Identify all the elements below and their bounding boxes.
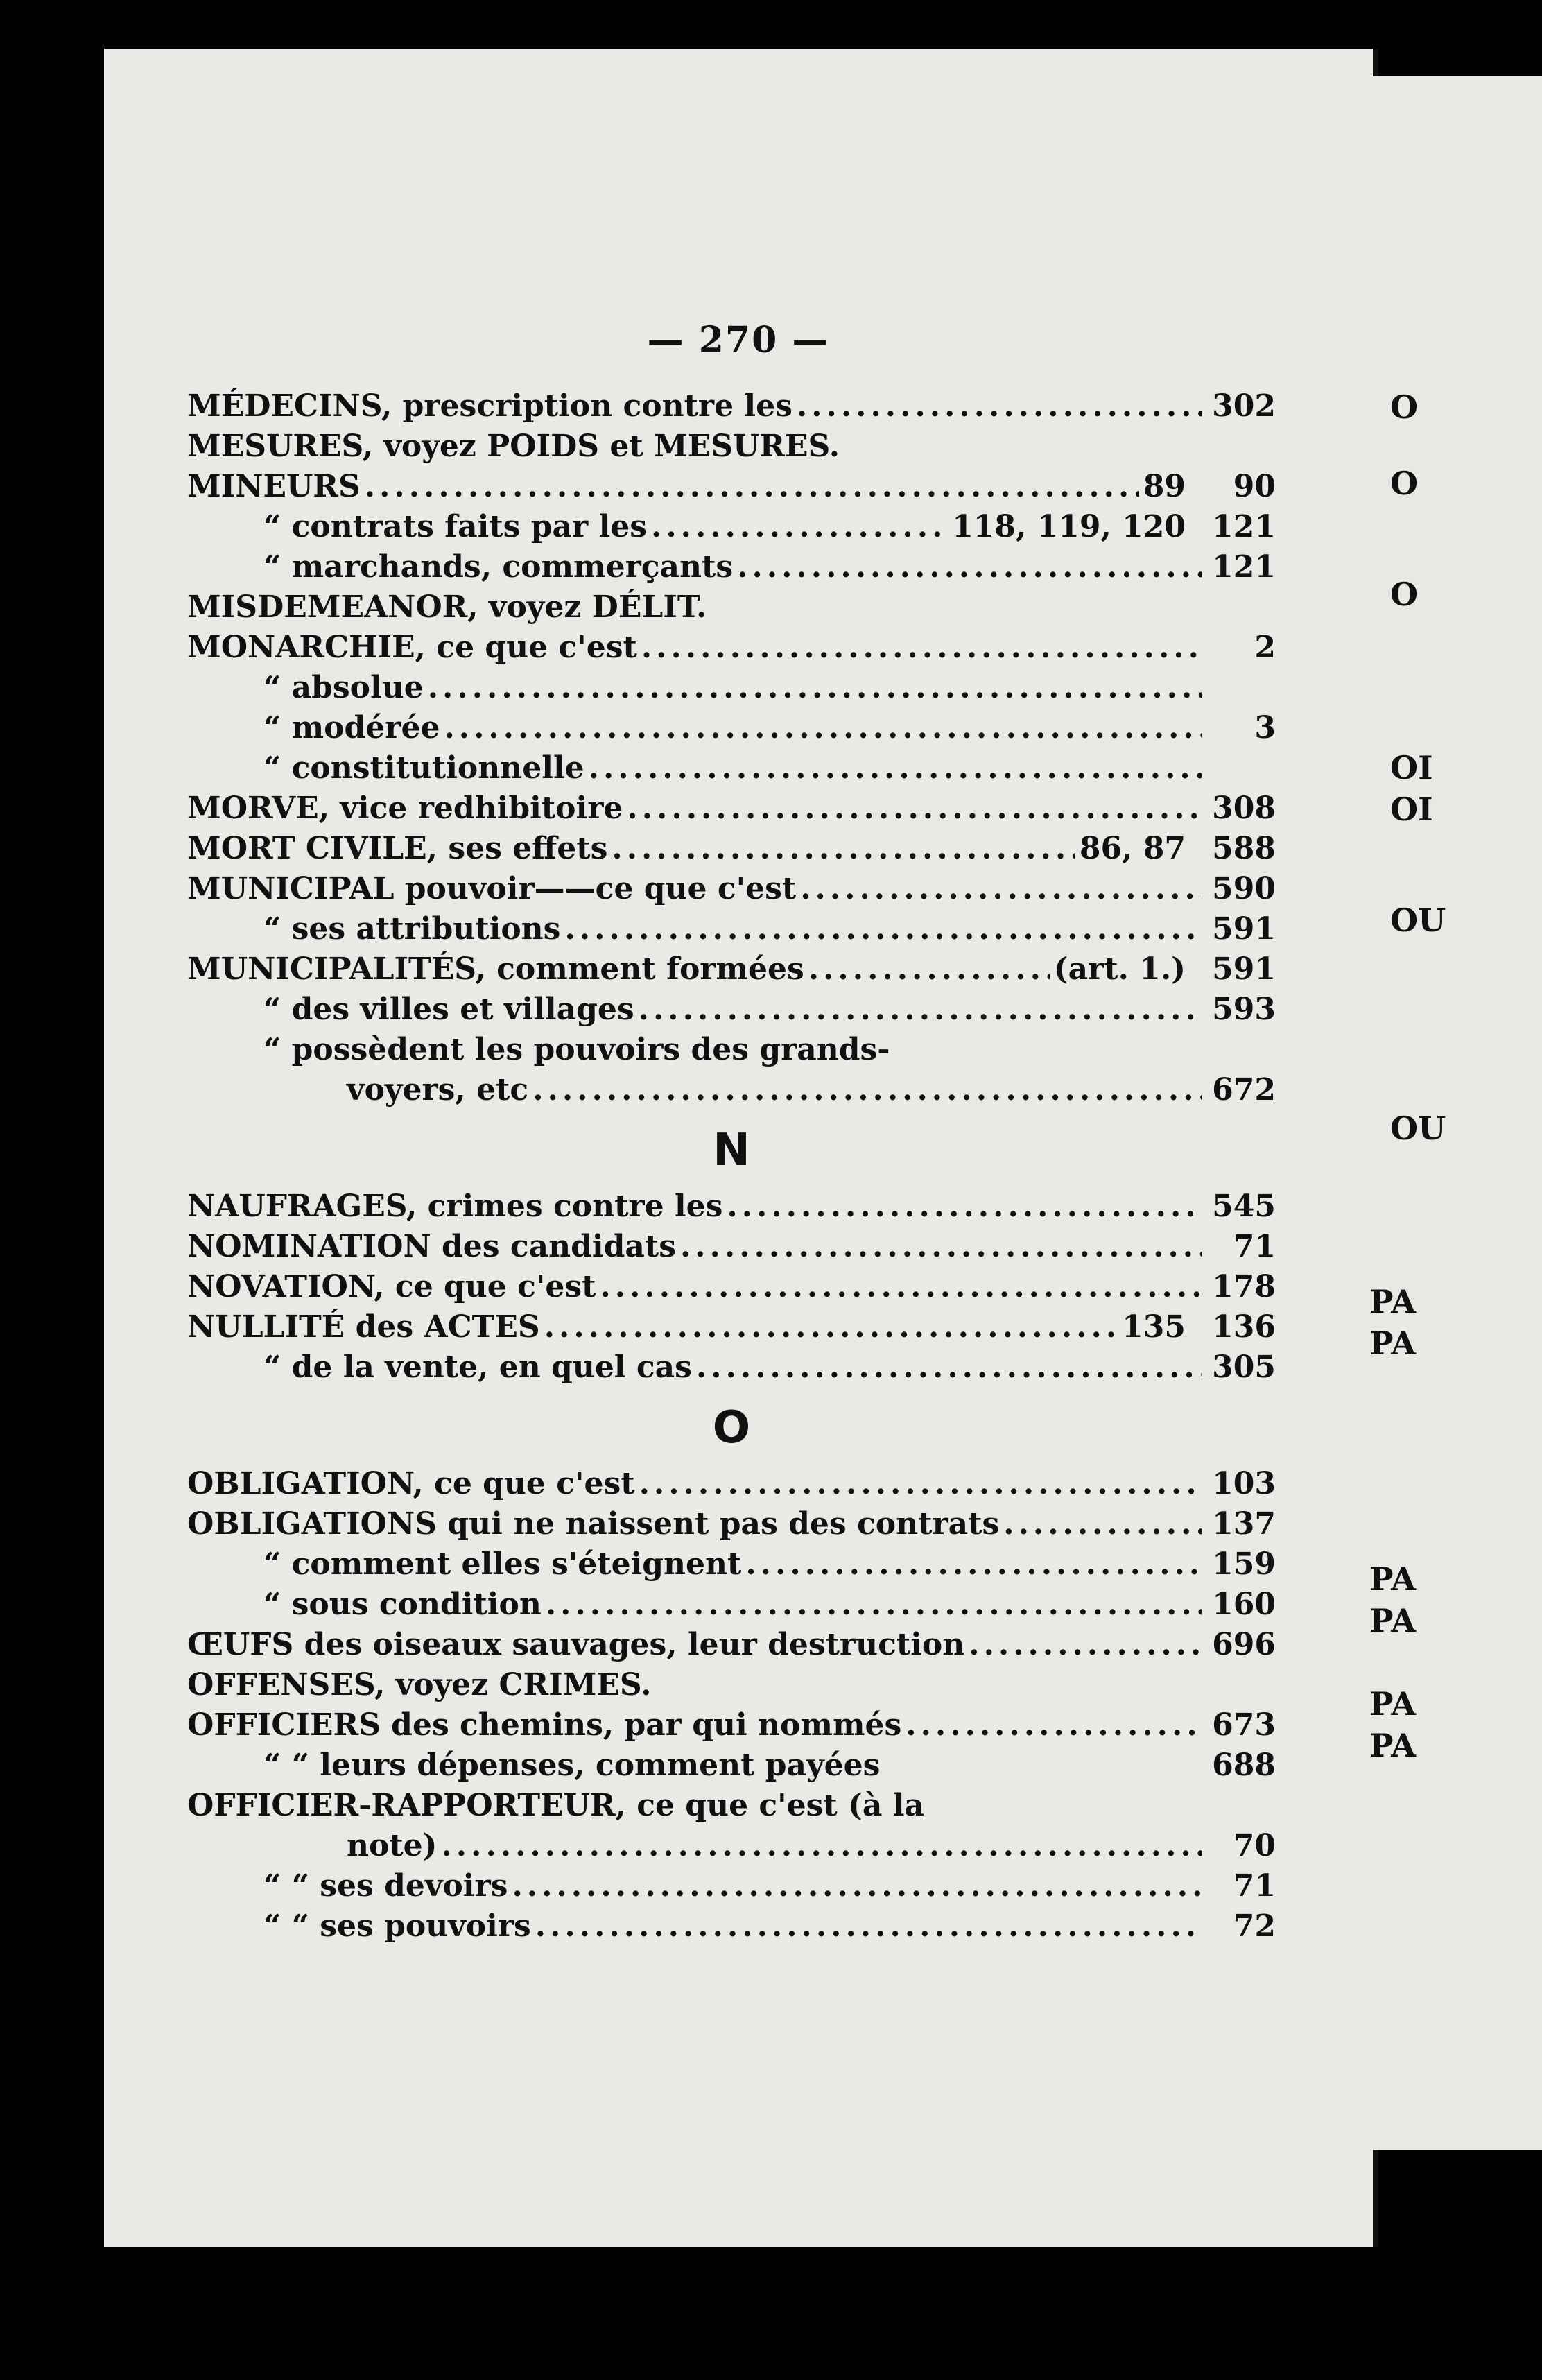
dot-leader [564, 911, 1202, 947]
index-entry [187, 1546, 1276, 1587]
entry-term: MISDEMEANOR, voyez DÉLIT. [187, 589, 707, 625]
index-entry [187, 1032, 1276, 1072]
index-entry [187, 1868, 1276, 1908]
dot-leader [969, 1627, 1202, 1662]
entry-page: 593 [1212, 992, 1276, 1027]
dot-leader [600, 1269, 1202, 1304]
entry-term: OFFENSES, voyez CRIMES. [187, 1667, 652, 1702]
dot-leader [727, 1189, 1202, 1224]
dot-leader [737, 549, 1202, 585]
index-entry [187, 1667, 1276, 1707]
entry-term: “ marchands, commerçants [263, 549, 734, 585]
page-number: — 270 — [647, 319, 830, 361]
entry-term: “ “ leurs dépenses, comment payées [263, 1748, 881, 1783]
entry-term: MONARCHIE, ce que c'est [187, 630, 637, 665]
entry-term: MÉDECINS, prescription contre les [187, 388, 792, 424]
right-page-fragment: OI [1390, 791, 1433, 828]
entry-page: 121 [1212, 509, 1276, 544]
entry-page: 160 [1212, 1587, 1276, 1622]
index-entry [187, 630, 1276, 670]
entry-page: 72 [1233, 1908, 1276, 1944]
entry-term: MORVE, vice redhibitoire [187, 791, 623, 826]
entry-page: 308 [1212, 791, 1276, 826]
index-entry [187, 1269, 1276, 1309]
dot-leader [532, 1072, 1202, 1107]
entry-refs: 89 [1143, 469, 1186, 504]
entry-term: note) [347, 1828, 438, 1863]
index-entry [187, 1506, 1276, 1546]
entry-page: 591 [1212, 911, 1276, 947]
entry-page: 136 [1212, 1309, 1276, 1345]
index-entry [187, 710, 1276, 750]
entry-page: 688 [1212, 1748, 1276, 1783]
entry-term: “ de la vente, en quel cas [263, 1349, 692, 1385]
dot-leader [680, 1229, 1202, 1264]
entry-page: 696 [1212, 1627, 1276, 1662]
dot-leader [745, 1546, 1202, 1582]
dot-leader [1003, 1506, 1202, 1542]
index-entry [187, 791, 1276, 831]
right-page-fragment: O [1390, 465, 1419, 502]
dot-leader [639, 1466, 1202, 1501]
entry-page: 545 [1212, 1189, 1276, 1224]
dot-leader [651, 509, 948, 544]
entry-page: 137 [1212, 1506, 1276, 1542]
entry-term: OBLIGATION, ce que c'est [187, 1466, 635, 1501]
dot-leader [696, 1349, 1202, 1385]
entry-page: 2 [1254, 630, 1276, 665]
index-entry [187, 1627, 1276, 1667]
right-page-fragment: PA [1369, 1560, 1416, 1598]
index-entry [187, 1748, 1276, 1788]
index-entry [187, 1189, 1276, 1229]
entry-page: 121 [1212, 549, 1276, 585]
index-entry [187, 589, 1276, 630]
index-entry [187, 1788, 1276, 1828]
entry-term: MINEURS [187, 469, 361, 504]
index-entry [187, 831, 1276, 871]
entry-page: 672 [1212, 1072, 1276, 1107]
index-entry [187, 992, 1276, 1032]
entry-term: “ constitutionnelle [263, 750, 584, 786]
dot-leader [365, 469, 1139, 504]
dot-leader [589, 750, 1202, 786]
index-entry [187, 951, 1276, 992]
index-entry [187, 469, 1276, 509]
dot-leader [546, 1587, 1202, 1622]
index-entry [187, 1707, 1276, 1748]
index-entry [187, 429, 1276, 469]
right-page-fragment: PA [1369, 1325, 1416, 1362]
right-page-fragment: O [1390, 576, 1419, 613]
right-page-edge [1328, 76, 1542, 2150]
dot-leader [641, 630, 1202, 665]
index-entry [187, 1828, 1276, 1868]
index-entry [187, 1908, 1276, 1949]
entry-page: 590 [1212, 871, 1276, 906]
dot-leader [535, 1908, 1202, 1944]
right-page-fragment: PA [1369, 1685, 1416, 1723]
dot-leader [639, 992, 1202, 1027]
dot-leader [512, 1868, 1202, 1904]
dot-leader [627, 791, 1202, 826]
index-entry [187, 750, 1276, 791]
entry-term: “ possèdent les pouvoirs des grands- [263, 1032, 890, 1067]
dot-leader [428, 670, 1202, 705]
index-entry [187, 911, 1276, 951]
entry-term: “ absolue [263, 670, 424, 705]
entry-page: 90 [1233, 469, 1276, 504]
entry-page: 71 [1233, 1229, 1276, 1264]
dot-leader [797, 388, 1202, 424]
entry-term: OFFICIER-RAPPORTEUR, ce que c'est (à la [187, 1788, 924, 1823]
section-letter: N [713, 1125, 750, 1176]
index-entries [187, 388, 1276, 1949]
entry-page: 673 [1212, 1707, 1276, 1743]
entry-page: 591 [1212, 951, 1276, 987]
right-page-fragment: OU [1390, 902, 1446, 939]
index-entry [187, 549, 1276, 589]
dot-leader [800, 871, 1202, 906]
entry-term: MORT CIVILE, ses effets [187, 831, 608, 866]
right-page-fragment: O [1390, 388, 1419, 426]
section-letter: O [712, 1402, 751, 1454]
index-entry [187, 1229, 1276, 1269]
entry-term: “ “ ses pouvoirs [263, 1908, 531, 1944]
entry-term: NOVATION, ce que c'est [187, 1269, 596, 1304]
entry-page: 178 [1212, 1269, 1276, 1304]
index-entry [187, 509, 1276, 549]
right-page-fragment: PA [1369, 1602, 1416, 1639]
left-page [104, 49, 1378, 2247]
dot-leader [544, 1309, 1118, 1345]
dot-leader [444, 710, 1202, 745]
index-entry [187, 1349, 1276, 1390]
entry-term: “ ses attributions [263, 911, 561, 947]
entry-refs: 135 [1122, 1309, 1186, 1345]
entry-page: 302 [1212, 388, 1276, 424]
entry-page: 103 [1212, 1466, 1276, 1501]
entry-term: OBLIGATIONS qui ne naissent pas des contrats [187, 1506, 1000, 1542]
right-page-fragment: OI [1390, 749, 1433, 786]
entry-page: 588 [1212, 831, 1276, 866]
entry-page: 305 [1212, 1349, 1276, 1385]
entry-term: NAUFRAGES, crimes contre les [187, 1189, 723, 1224]
index-entry [187, 1587, 1276, 1627]
entry-page: 70 [1233, 1828, 1276, 1863]
dot-leader [441, 1828, 1202, 1863]
index-entry [187, 388, 1276, 429]
entry-term: NOMINATION des candidats [187, 1229, 676, 1264]
index-entry [187, 1466, 1276, 1506]
entry-term: MUNICIPAL pouvoir——ce que c'est [187, 871, 797, 906]
entry-term: “ des villes et villages [263, 992, 634, 1027]
entry-term: OFFICIERS des chemins, par qui nommés [187, 1707, 902, 1743]
entry-page: 71 [1233, 1868, 1276, 1904]
right-page-fragment: PA [1369, 1283, 1416, 1320]
index-entry [187, 1072, 1276, 1112]
entry-term: “ “ ses devoirs [263, 1868, 508, 1904]
index-entry [187, 871, 1276, 911]
entry-page: 3 [1254, 710, 1276, 745]
entry-term: MESURES, voyez POIDS et MESURES. [187, 429, 840, 464]
right-page-fragment: OU [1390, 1110, 1446, 1147]
entry-term: “ modérée [263, 710, 440, 745]
entry-term: NULLITÉ des ACTES [187, 1309, 540, 1345]
entry-page: 159 [1212, 1546, 1276, 1582]
entry-term: “ contrats faits par les [263, 509, 648, 544]
entry-term: MUNICIPALITÉS, comment formées [187, 951, 804, 987]
index-entry [187, 670, 1276, 710]
entry-term: “ comment elles s'éteignent [263, 1546, 742, 1582]
dot-leader [906, 1707, 1202, 1743]
entry-refs: (art. 1.) [1053, 951, 1186, 987]
entry-refs: 118, 119, 120 [952, 509, 1186, 544]
entry-term: “ sous condition [263, 1587, 542, 1622]
dot-leader [808, 951, 1050, 987]
dot-leader [612, 831, 1075, 866]
right-page-fragment: PA [1369, 1727, 1416, 1764]
entry-term: voyers, etc [347, 1072, 529, 1107]
entry-term: ŒUFS des oiseaux sauvages, leur destruction [187, 1627, 965, 1662]
entry-refs: 86, 87 [1079, 831, 1186, 866]
index-entry [187, 1309, 1276, 1349]
